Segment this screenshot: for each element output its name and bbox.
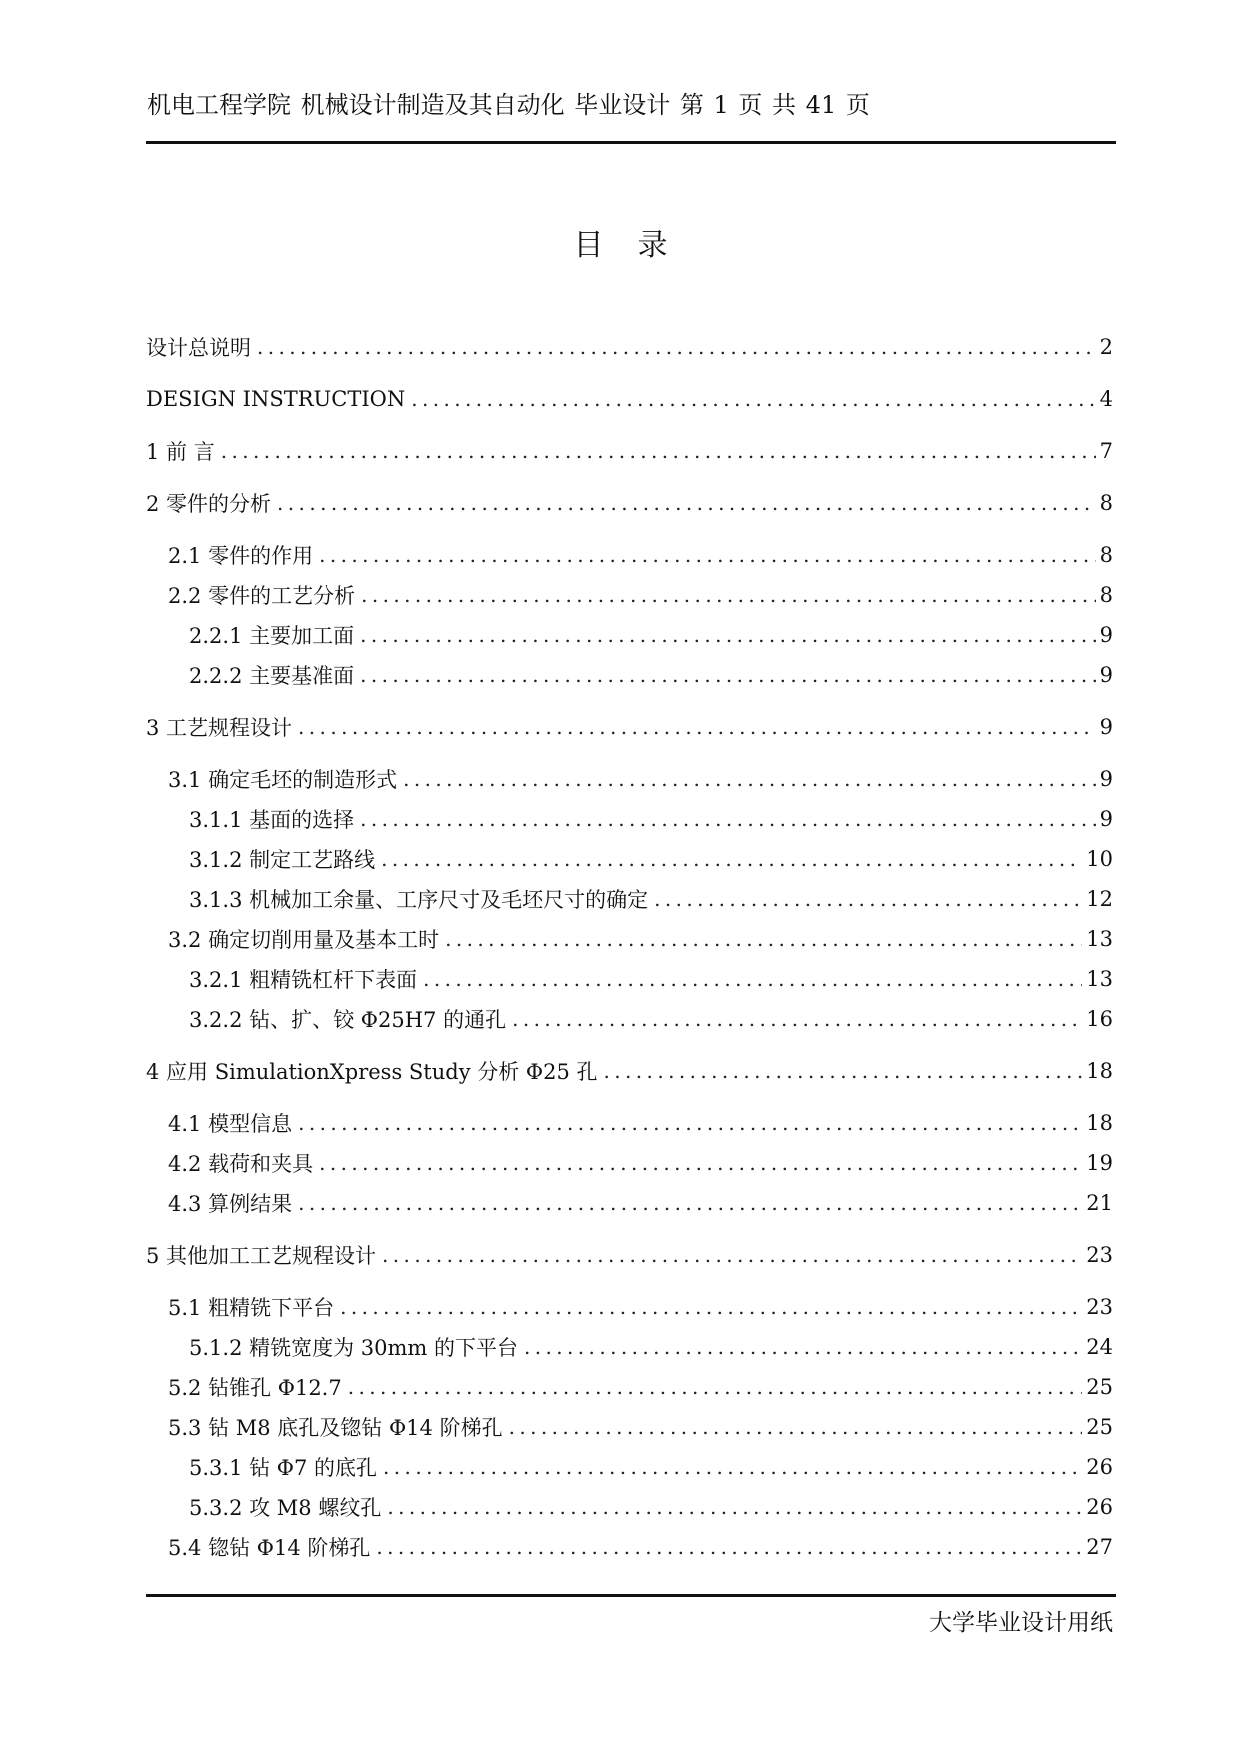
toc-dot-leader [524,1335,1082,1359]
toc-entry-title: 5.1.2 精铣宽度为 30mm 的下平台 [189,1336,519,1360]
toc-entry-title: 4.1 模型信息 [168,1112,293,1136]
toc-entry [189,620,1113,650]
toc-entry-title: 5.3.1 钻 Φ7 的底孔 [189,1456,378,1480]
toc-entry-page-number: 26 [1086,1495,1113,1519]
toc-entry [146,1056,1113,1086]
toc-entry [189,1332,1113,1362]
toc-entry-page-number: 19 [1086,1151,1113,1175]
toc-entry-page-number: 7 [1099,439,1113,463]
toc-dot-leader [512,1007,1082,1031]
toc-entry-title: 3.2.2 钻、扩、铰 Φ25H7 的通孔 [189,1008,507,1032]
toc-entry-title: 4.2 载荷和夹具 [168,1152,314,1176]
toc-entry-title: 2 零件的分析 [146,492,272,516]
toc-dot-leader [381,847,1082,871]
toc-entry [189,884,1113,914]
toc-entry-title: 4.3 算例结果 [168,1192,293,1216]
footer-rule [146,1594,1116,1597]
toc-entry-title: 1 前 言 [146,440,215,464]
toc-entry-page-number: 16 [1086,1007,1113,1031]
toc-dot-leader [319,1151,1082,1175]
toc-entry-page-number: 21 [1086,1191,1113,1215]
toc-title: 目录 [573,228,702,263]
toc-entry [168,1148,1113,1178]
toc-dot-leader [361,583,1096,607]
toc-dot-leader [604,1059,1083,1083]
toc-entry-page-number: 8 [1099,583,1113,607]
toc-entry-title: 5 其他加工工艺规程设计 [146,1244,377,1268]
toc-dot-leader [376,1535,1082,1559]
toc-dot-leader [360,663,1096,687]
toc-entry [189,844,1113,874]
toc-entry [168,1412,1113,1442]
toc-dot-leader [340,1295,1082,1319]
toc-dot-leader [387,1495,1082,1519]
toc-entry [189,804,1113,834]
toc-dot-leader [319,543,1096,567]
toc-entry-title: 4 应用 SimulationXpress Study 分析 Φ25 孔 [146,1060,598,1084]
toc-dot-leader [298,1191,1082,1215]
toc-entry-page-number: 13 [1086,967,1113,991]
toc-entry-title: 5.3.2 攻 M8 螺纹孔 [189,1496,382,1520]
toc-entry [146,436,1113,466]
toc-entry [146,384,1113,414]
toc-entry-page-number: 12 [1086,887,1113,911]
toc-entry-title: 3.1.2 制定工艺路线 [189,848,376,872]
toc-dot-leader [382,1243,1082,1267]
toc-entry-page-number: 13 [1086,927,1113,951]
toc-entry-page-number: 8 [1099,491,1113,515]
toc-entry-page-number: 23 [1086,1243,1113,1267]
page-header: 机电工程学院 机械设计制造及其自动化 毕业设计 第 1 页 共 41 页 [147,91,870,119]
toc-dot-leader [509,1415,1083,1439]
toc-entry [146,488,1113,518]
toc-dot-leader [298,715,1096,739]
toc-entry [168,1532,1113,1562]
toc-entry-page-number: 26 [1086,1455,1113,1479]
toc-entry [168,764,1113,794]
toc-entry [189,1452,1113,1482]
toc-entry [168,1372,1113,1402]
toc-entry-title: 5.4 锪钻 Φ14 阶梯孔 [168,1536,371,1560]
toc-dot-leader [423,967,1082,991]
toc-entry-title: 3 工艺规程设计 [146,716,293,740]
toc-entry [168,924,1113,954]
toc-entry-page-number: 18 [1086,1111,1113,1135]
toc-entry-title: DESIGN INSTRUCTION [146,387,406,411]
toc-entry-title: 5.2 钻锥孔 Φ12.7 [168,1376,342,1400]
toc-dot-leader [360,623,1096,647]
toc-entry [146,1240,1113,1270]
toc-dot-leader [403,767,1096,791]
toc-dot-leader [360,807,1096,831]
toc-entry-page-number: 10 [1086,847,1113,871]
toc-entry [168,1108,1113,1138]
toc-entry-title: 3.1.1 基面的选择 [189,808,355,832]
toc-entry-page-number: 4 [1099,387,1113,411]
page-footer: 大学毕业设计用纸 [929,1610,1113,1636]
toc-entry-title: 2.1 零件的作用 [168,544,314,568]
toc-entry-title: 5.3 钻 M8 底孔及锪钻 Φ14 阶梯孔 [168,1416,503,1440]
toc-entry [189,1004,1113,1034]
toc-entry [168,580,1113,610]
toc-entry [168,540,1113,570]
toc-entry-page-number: 9 [1099,715,1113,739]
toc-entry-title: 3.1 确定毛坯的制造形式 [168,768,398,792]
toc-entry-title: 3.1.3 机械加工余量、工序尺寸及毛坯尺寸的确定 [189,888,649,912]
toc-entry-page-number: 18 [1086,1059,1113,1083]
toc-entry-title: 3.2 确定切削用量及基本工时 [168,928,440,952]
toc-entry-page-number: 9 [1099,767,1113,791]
toc-entry-page-number: 24 [1086,1335,1113,1359]
toc-entry [189,660,1113,690]
toc-dot-leader [411,387,1095,411]
toc-entry [189,1492,1113,1522]
toc-entry [146,332,1113,362]
toc-entry-page-number: 8 [1099,543,1113,567]
toc-entry-title: 2.2.1 主要加工面 [189,624,355,648]
toc-dot-leader [277,491,1096,515]
toc-entry-page-number: 27 [1086,1535,1113,1559]
toc-entry [168,1292,1113,1322]
toc-dot-leader [654,887,1082,911]
toc-dot-leader [257,335,1096,359]
toc-dot-leader [383,1455,1082,1479]
toc-dot-leader [445,927,1082,951]
toc-entry-page-number: 2 [1099,335,1113,359]
toc-entry-page-number: 25 [1086,1415,1113,1439]
toc-entry [189,964,1113,994]
toc-entry-page-number: 9 [1099,663,1113,687]
toc-entry-title: 5.1 粗精铣下平台 [168,1296,335,1320]
toc-dot-leader [221,439,1096,463]
toc-entry-title: 2.2.2 主要基准面 [189,664,355,688]
toc-entry [146,712,1113,742]
toc-entry-title: 2.2 零件的工艺分析 [168,584,356,608]
toc-entry-title: 设计总说明 [146,336,251,360]
toc-entry-page-number: 9 [1099,807,1113,831]
toc-entry-page-number: 9 [1099,623,1113,647]
toc-entry-page-number: 25 [1086,1375,1113,1399]
toc-dot-leader [348,1375,1083,1399]
toc-dot-leader [298,1111,1082,1135]
toc-entry-page-number: 23 [1086,1295,1113,1319]
toc-entry-title: 3.2.1 粗精铣杠杆下表面 [189,968,418,992]
toc-entry [168,1188,1113,1218]
